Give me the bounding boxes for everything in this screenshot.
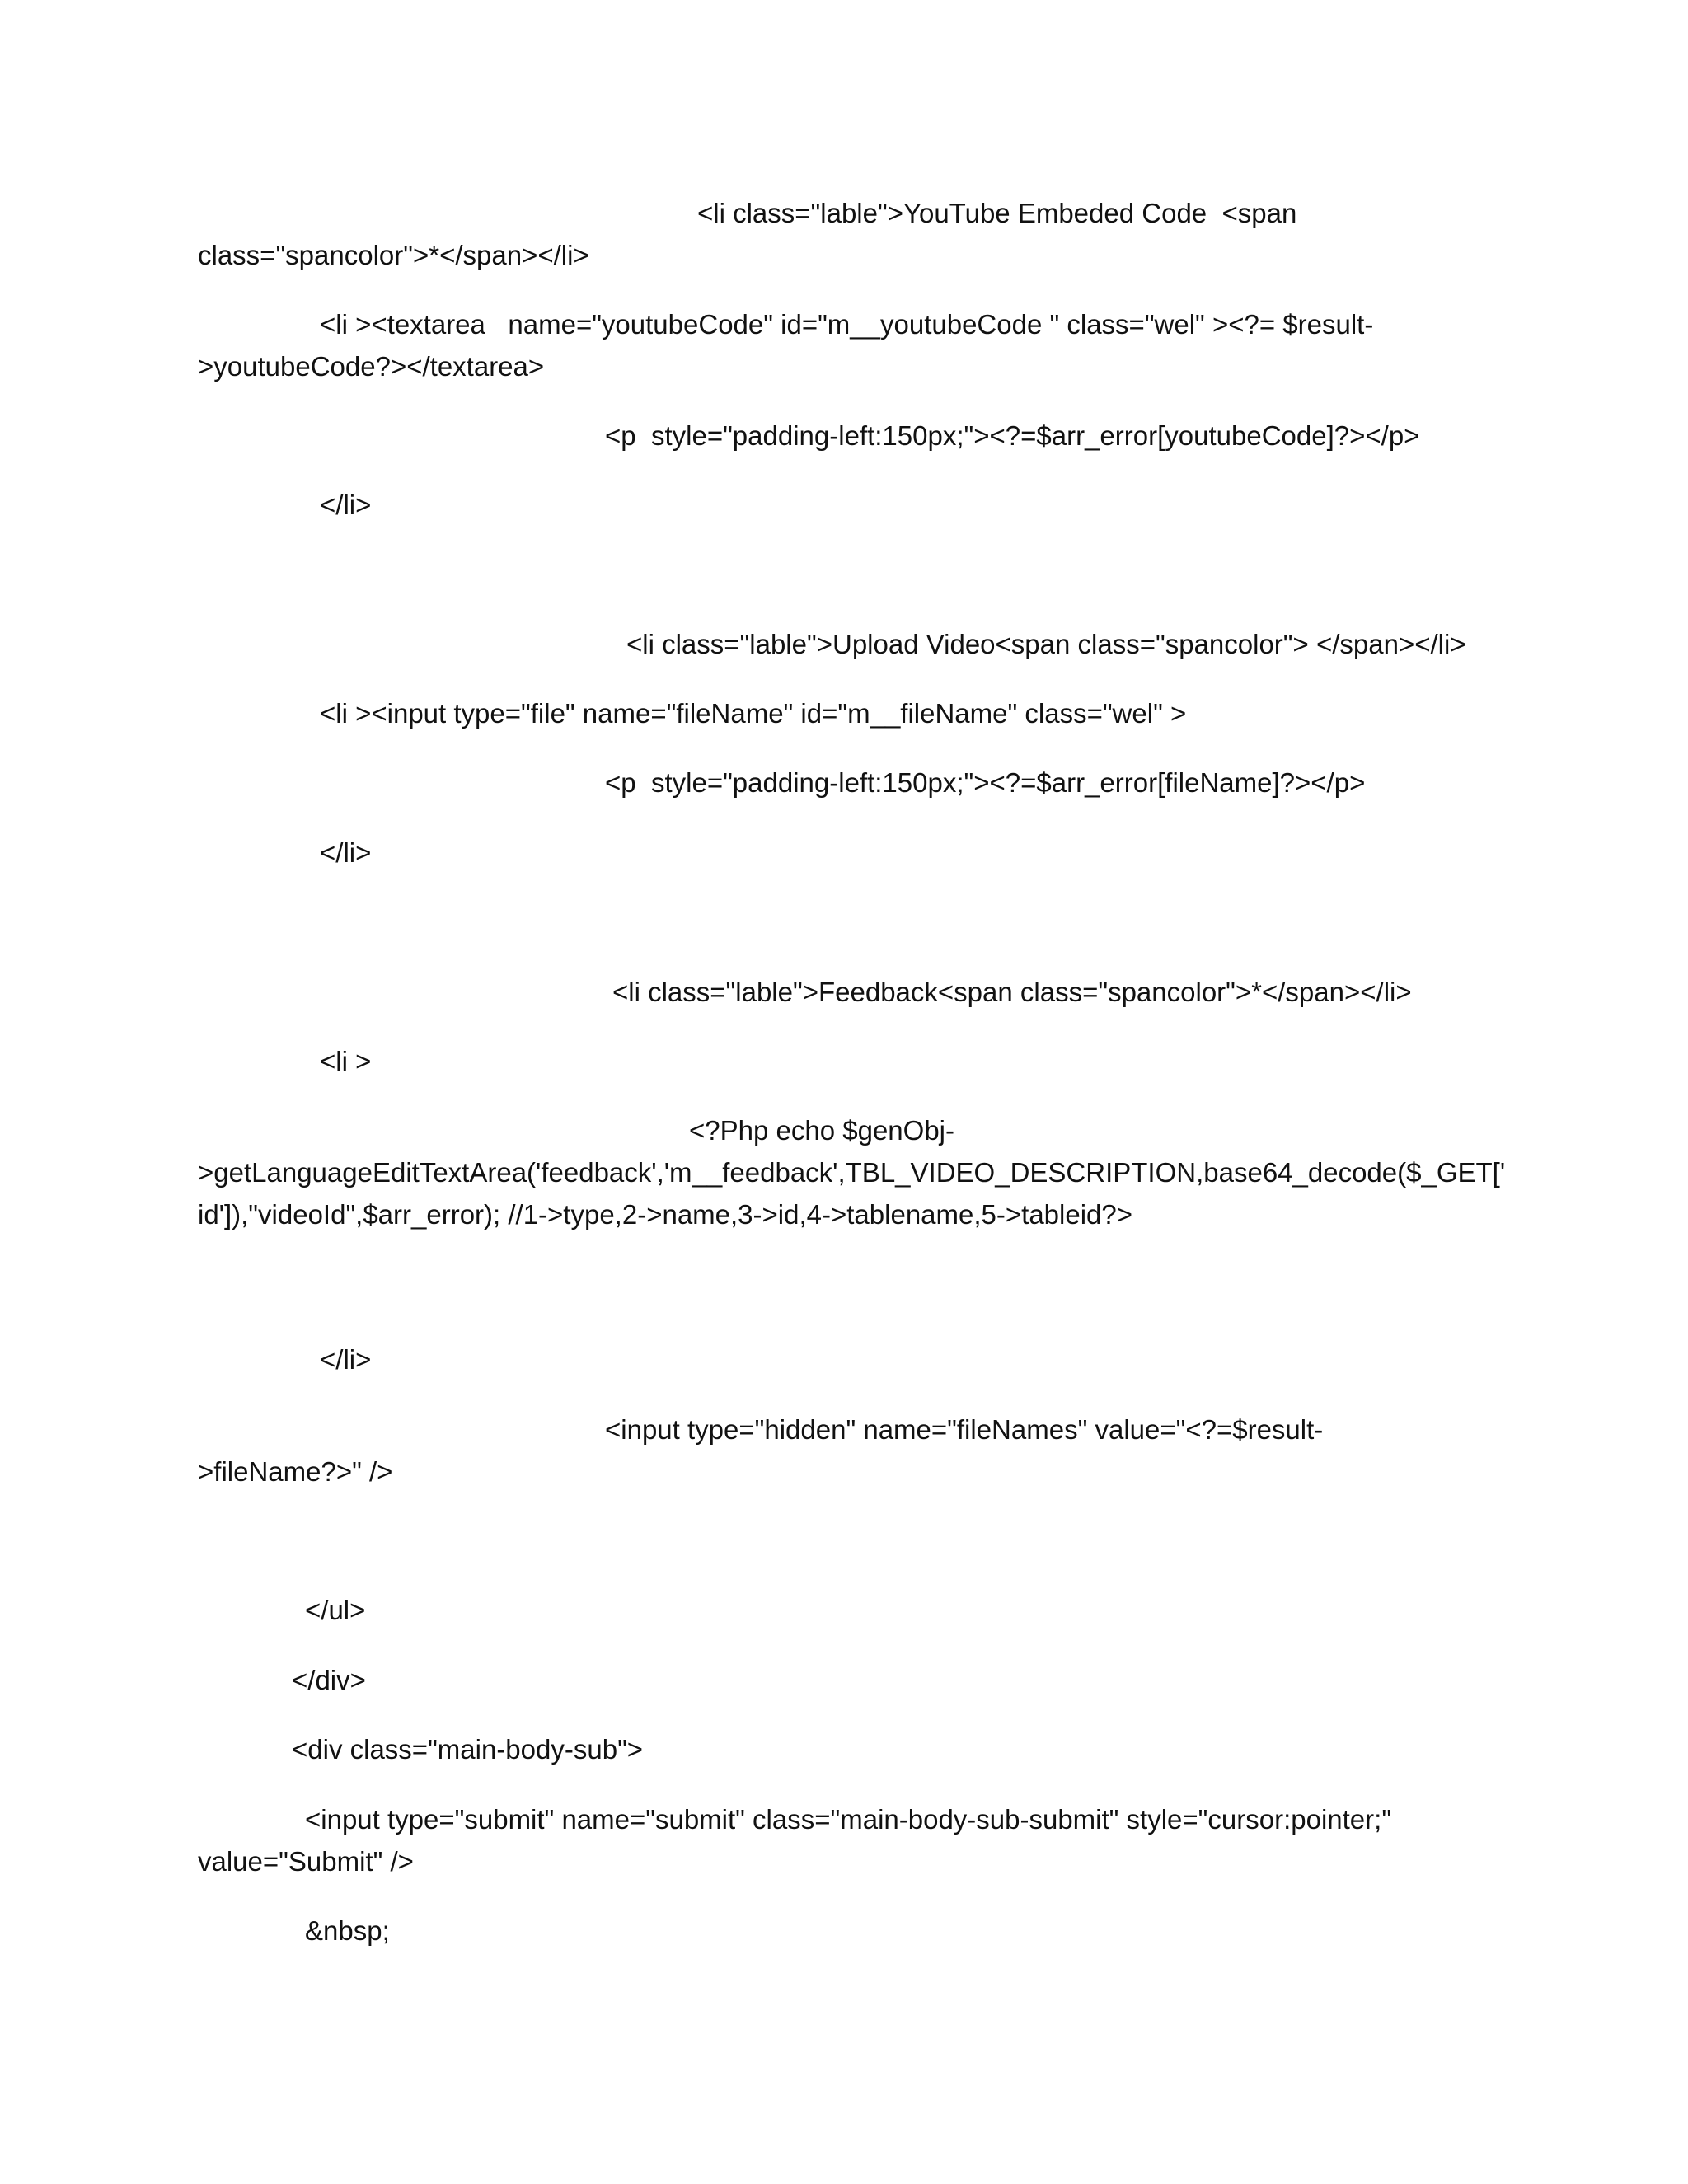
code-line-8: <li ><input type="file" name="fileName" id="m__fileName" class="wel" >	[320, 698, 1187, 729]
code-line-22: <input type="submit" name="submit" class="main-body-sub-submit" style="cursor:pointer;"	[305, 1804, 1392, 1835]
code-line-19: </ul>	[305, 1595, 366, 1625]
code-line-10: </li>	[320, 837, 372, 868]
code-line-21: <div class="main-body-sub">	[292, 1734, 644, 1765]
code-line-20: </div>	[292, 1665, 366, 1695]
code-line-6: </li>	[320, 490, 372, 520]
code-line-1: <li class="lable">YouTube Embeded Code <span	[697, 198, 1297, 228]
code-line-16: </li>	[320, 1344, 372, 1375]
code-line-7: <li class="lable">Upload Video<span class="spancolor"> </span></li>	[626, 629, 1466, 659]
code-line-17: <input type="hidden" name="fileNames" value="<?=$result-	[605, 1414, 1324, 1445]
code-line-24: &nbsp;	[305, 1915, 390, 1946]
code-line-11: <li class="lable">Feedback<span class="spancolor">*</span></li>	[612, 977, 1412, 1007]
code-line-23: value="Submit" />	[198, 1846, 414, 1877]
code-line-2: class="spancolor">*</span></li>	[198, 240, 589, 270]
code-line-4: >youtubeCode?></textarea>	[198, 351, 545, 382]
code-line-3: <li ><textarea name="youtubeCode" id="m__youtubeCode " class="wel" ><?= $result-	[320, 309, 1374, 340]
code-line-9: <p style="padding-left:150px;"><?=$arr_error[fileName]?></p>	[605, 767, 1366, 798]
code-line-15: id']),"videoId",$arr_error); //1->type,2->name,3->id,4->tablename,5->tableid?>	[198, 1199, 1133, 1230]
code-line-13: <?Php echo $genObj-	[689, 1115, 954, 1146]
code-line-14: >getLanguageEditTextArea('feedback','m__feedback',TBL_VIDEO_DESCRIPTION,base64_decode($_GET['	[198, 1157, 1506, 1188]
code-line-18: >fileName?>" />	[198, 1456, 393, 1487]
code-line-5: <p style="padding-left:150px;"><?=$arr_error[youtubeCode]?></p>	[605, 420, 1420, 451]
code-line-12: <li >	[320, 1046, 372, 1076]
